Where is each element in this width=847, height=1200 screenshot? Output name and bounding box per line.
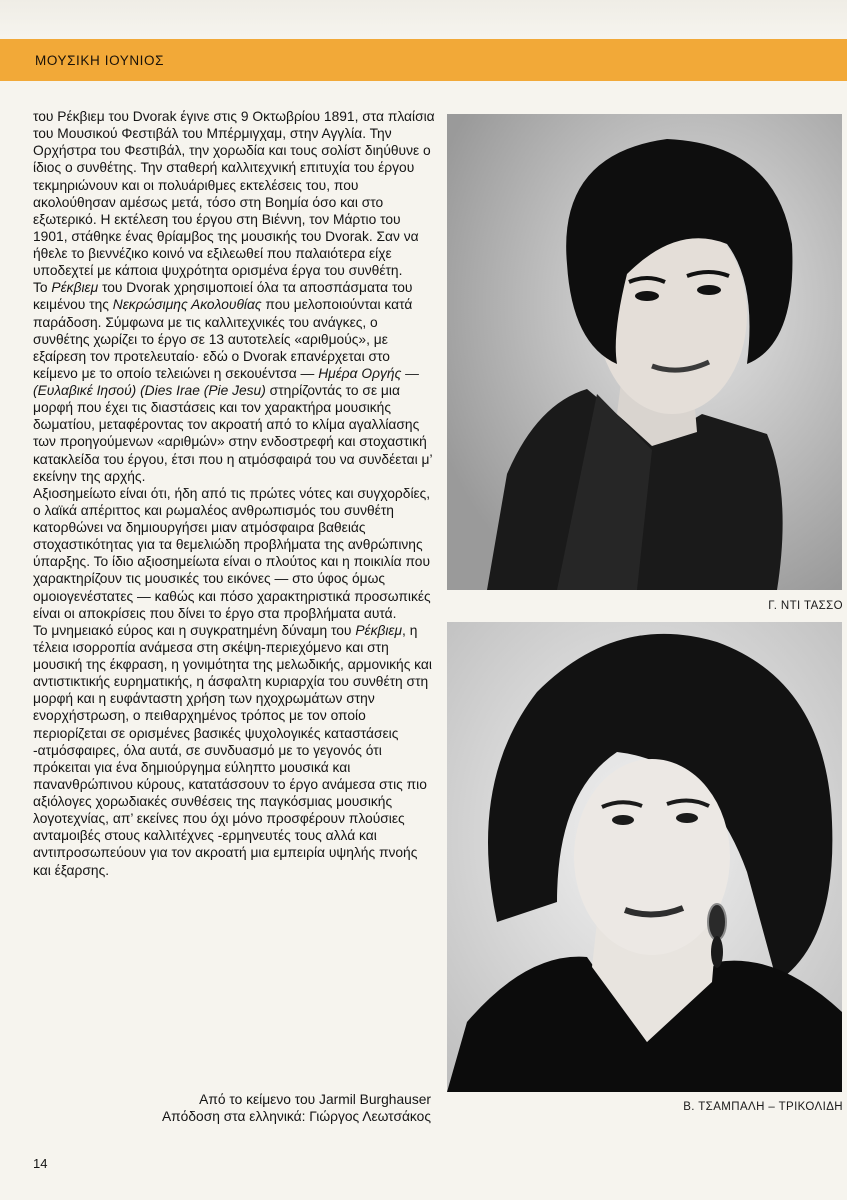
section-title: ΜΟΥΣΙΚΗ ΙΟΥΝΙΟΣ bbox=[35, 53, 165, 68]
article-text: Αξιοσημείωτο είναι ότι, ήδη από τις πρώτες νότες και συγχορδίες, ο λαϊκά απέριττος και ρωμαλέος ανθρωπισμός του συνθέτη κατορθώνει να δημιουργήσει μιαν ατμόσφαιρα βαθειάς στοχαστικότητας για τα θεμελιώδη προβλήματα της ανθρώπινης ύπαρξης. Το ίδιο αξιοσημείωτα είναι ο πλούτος και η ποικιλία που χαρακτηρίζουν τις μουσικές του εικόνες — στο ύφος όμως ομοιογενέστατες — καθώς και πόσο χαρακτηριστικά προσωπικές είναι οι αποκρίσεις που δίνει το έργο στα προβλήματα αυτά. bbox=[33, 485, 431, 621]
section-banner bbox=[0, 39, 847, 81]
article-paragraph bbox=[33, 485, 435, 622]
italic-title-text: Ρέκβιεμ bbox=[355, 622, 403, 638]
page-top-margin bbox=[0, 0, 847, 38]
photo-2-caption: Β. ΤΣΑΜΠΑΛΗ – ΤΡΙΚΟΛΙΔΗ bbox=[683, 1101, 843, 1113]
translator-credit: Απόδοση στα ελληνικά: Γιώργος Λεωτσάκος bbox=[161, 1109, 431, 1124]
article-text: Το bbox=[33, 280, 52, 296]
article-text: του Dvorak χρησιμοποιεί όλα τα αποσπάσματα του κειμένου της bbox=[33, 280, 413, 313]
article-text: Το μνημειακό εύρος και η συγκρατημένη δύναμη του bbox=[33, 622, 356, 638]
article-text: του Ρέκβιεμ του Dvorak έγινε στις 9 Οκτωβρίου 1891, στα πλαίσια του Μουσικού Φεστιβάλ του Μπέρμιγχαμ, στην Αγγλία. Την Ορχήστρα του Φεστιβάλ, την χορωδία και τους σολίστ διηύθυνε ο ίδιος ο συνθέτης. Την σταθερή καλλιτεχνική επιτυχία του έργου τεκμηριώνουν και οι πολυάριθμες εκτελέσεις του, που ακολούθησαν αμέσως μετά, τόσο στη Βοημία όσο και στο εξωτερικό. Η εκτέλεση του έργου στη Βιέννη, τον Μάρτιο του 1901, στάθηκε ένας θρίαμβος της μουσικής του Dvorak. Σαν να ήθελε το βιεννέζικο κοινό να εξιλεωθεί που παλαιότερα είχε υποδεχτεί με κάποια ψυχρότητα ορισμένα έργα του συνθέτη. bbox=[33, 109, 435, 279]
portrait-photo-2 bbox=[447, 622, 842, 1092]
article-text: στηρίζοντάς το σε μια μορφή που έχει τις διαστάσεις και τον χαρακτήρα μουσικής δωματίου, μεταφέροντας τον ακροατή από το κλίμα αγαλλίασης των προηγούμενων «αριθμών» στην ενδοστρεφή και στοχαστική κατακλείδα του έργου, έτσι που η ατμόσφαιρά του να συνδέεται μ’ εκείνην της αρχής. bbox=[33, 383, 433, 484]
article-paragraph bbox=[33, 279, 435, 485]
article-text: , η τέλεια ισορροπία ανάμεσα στη σκέψη-περιεχόμενο και στη μουσική της έκφραση, η γονιμότητα της μελωδικής, αρμονικής και αντιστικτικής ευρηματικής, η άσφαλτη κυριαρχία του συνθέτη στη μορφή και η ευφάνταστη χρήση των ηχοχρωμάτων στην ενορχήστρωση, ο πειθαρχημένος τρόπος με τον οποίο περιορίζεται σε ορισμένες βασικές ψυχολογικές καταστάσεις -ατμόσφαιρες, όλα αυτά, σε συνδυασμό με το γεγονός ότι πρόκειται για ένα δημιούργημα εύληπτο μουσικά και πανανθρώπινου κύρους, κατατάσσουν το έργο ανάμεσα στις πιο αξιόλογες χορωδιακές συνθέσεις της παγκόσμιας μουσικής λογοτεχνίας, απ’ εκείνες που όχι μόνο προσφέρουν πλούσιες ανταμοιβές στους καλλιτέχνες -ερμηνευτές τους αλλά και αντιπροσωπεύουν για τον ακροατή μια εμπειρία υψηλής πνοής και έξαρσης. bbox=[33, 622, 432, 878]
article-paragraph bbox=[33, 622, 435, 879]
portrait-1-image bbox=[447, 114, 842, 590]
article-body bbox=[33, 108, 435, 879]
italic-title-text: Νεκρώσιμης Ακολουθίας bbox=[112, 297, 262, 313]
photo-1-caption: Γ. ΝΤΙ ΤΑΣΣΟ bbox=[768, 600, 843, 612]
portrait-photo-1 bbox=[447, 114, 842, 590]
page-number: 14 bbox=[33, 1156, 48, 1171]
portrait-2-image bbox=[447, 622, 842, 1092]
italic-title-text: Ρέκβιεμ bbox=[51, 280, 99, 296]
author-credit: Από το κείμενο του Jarmil Burghauser bbox=[199, 1092, 431, 1107]
italic-title-text: Ημέρα Οργής — (Ευλαβικέ Ιησού) (Dies Irae (Pie Jesu) bbox=[33, 365, 419, 398]
article-paragraph bbox=[33, 108, 435, 279]
article-text: που μελοποιούνται κατά παράδοση. Σύμφωνα με τις καλλιτεχνικές του ανάγκες, ο συνθέτης χωρίζει το έργο σε 13 αυτοτελείς «αριθμούς», με εξαίρεση τον προτελευταίο· εδώ ο Dvorak επανέρχεται στο κείμενο με το οποίο τελειώνει η σεκουέντσα — bbox=[33, 297, 413, 381]
